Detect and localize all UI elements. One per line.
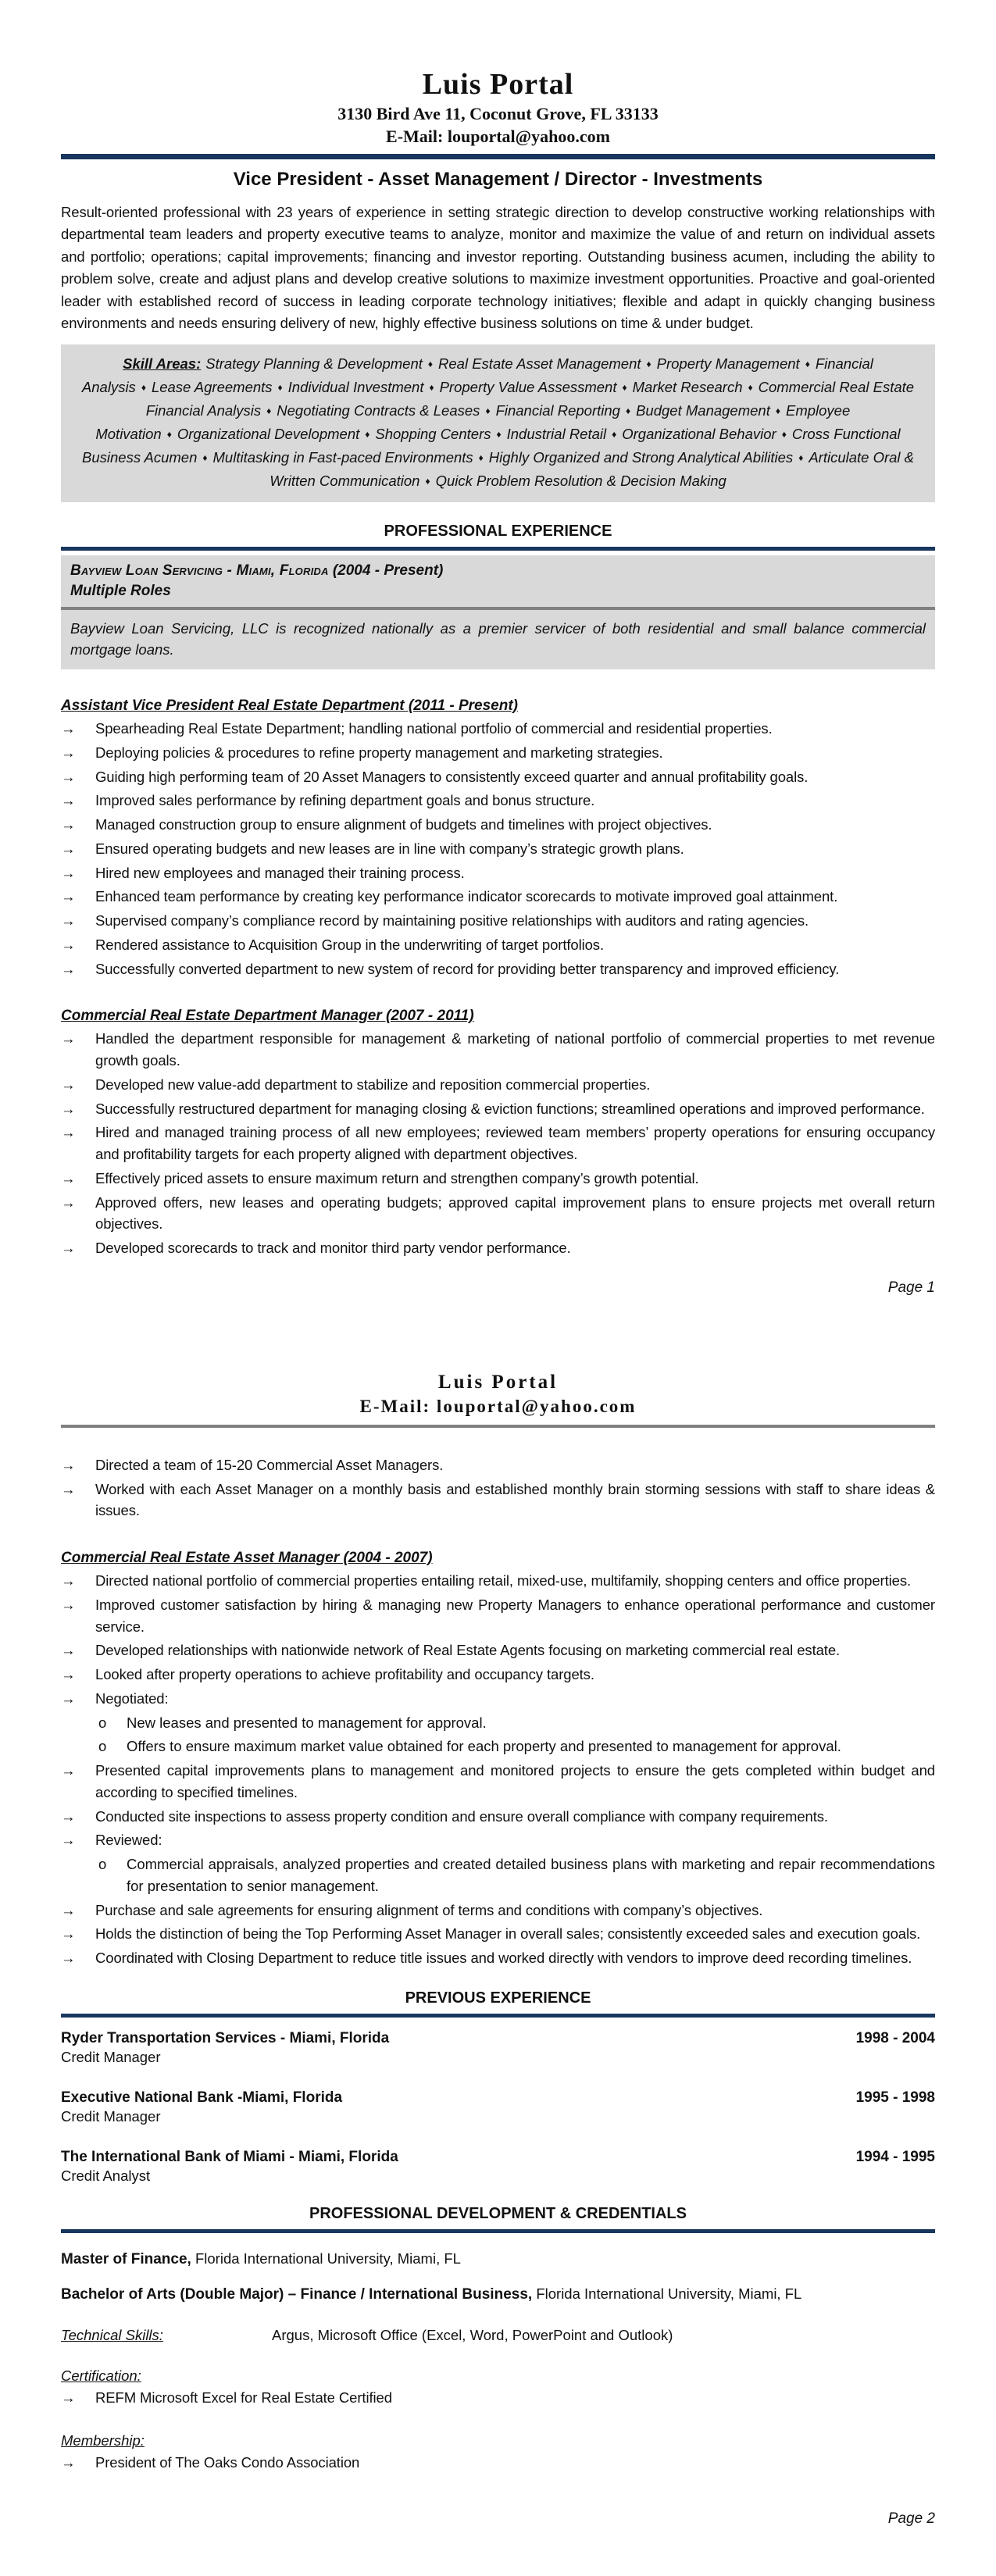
arrow-bullet-marker: → bbox=[61, 840, 76, 857]
arrow-bullet-marker: → bbox=[61, 936, 76, 953]
company-line bbox=[70, 562, 926, 580]
arrow-bullet-marker: → bbox=[61, 864, 76, 881]
arrow-bullet-marker: → bbox=[61, 2389, 76, 2406]
bullet-text: Improved sales performance by refining department goals and bonus structure. bbox=[95, 792, 595, 809]
skill-item-text: Industrial Retail bbox=[506, 425, 607, 442]
skill-item-text: Organizational Behavior bbox=[622, 425, 776, 442]
arrow-bullet-marker: → bbox=[61, 1807, 76, 1825]
arrow-bullet-marker: → bbox=[61, 1689, 76, 1707]
section-heading-previous-experience: PREVIOUS EXPERIENCE bbox=[405, 1989, 591, 2007]
technical-skills-value: Argus, Microsoft Office (Excel, Word, PowerPoint and Outlook) bbox=[272, 2326, 673, 2343]
skill-item-text: Highly Organized and Strong Analytical Abilities bbox=[488, 448, 794, 466]
bullet-item bbox=[61, 1594, 935, 1638]
entry-company: Executive National Bank -Miami, Florida bbox=[61, 2089, 343, 2106]
bullet-item bbox=[61, 862, 935, 884]
skill-item bbox=[636, 402, 786, 419]
bullet-text: Developed new value-add department to stabilize and reposition commercial properties. bbox=[95, 1076, 651, 1093]
skill-item-text: Negotiating Contracts & Leases bbox=[277, 401, 480, 419]
circle-bullet-marker: o bbox=[98, 1714, 107, 1731]
bullet-item bbox=[61, 910, 935, 932]
bullet-group bbox=[61, 1900, 935, 1921]
bullet-text: REFM Microsoft Excel for Real Estate Certified bbox=[95, 2389, 392, 2406]
bullet-list bbox=[61, 1028, 935, 1259]
arrow-bullet-marker: → bbox=[61, 1480, 76, 1497]
arrow-bullet-marker: → bbox=[61, 1124, 76, 1141]
membership-label: Membership: bbox=[61, 2432, 145, 2449]
degrees-list bbox=[61, 2250, 935, 2303]
continuation-bullet-list bbox=[61, 1454, 935, 1522]
bullet-text: Spearheading Real Estate Department; handling national portfolio of commercial and residential properties. bbox=[95, 720, 773, 737]
diamond-separator-icon: ♦ bbox=[429, 381, 434, 393]
bullet-item bbox=[61, 766, 935, 788]
bullet-text: Conducted site inspections to assess property condition and ensure overall compliance with company requirements. bbox=[95, 1807, 828, 1825]
skill-item-text: Property Value Assessment bbox=[439, 378, 617, 395]
section-heading-professional-experience: PROFESSIONAL EXPERIENCE bbox=[384, 522, 612, 540]
degree-school: Florida International University, Miami, FL bbox=[191, 2250, 461, 2267]
certification-list bbox=[61, 2387, 935, 2409]
bullet-text: Purchase and sale agreements for ensuring alignment of terms and conditions with company’s objectives. bbox=[95, 1901, 763, 1918]
arrow-bullet-marker: → bbox=[61, 1925, 76, 1943]
diamond-separator-icon: ♦ bbox=[622, 381, 627, 393]
skill-item-text: Market Research bbox=[632, 378, 743, 395]
sub-bullet-text: New leases and presented to management for approval. bbox=[127, 1714, 487, 1731]
bullet-item bbox=[61, 1923, 935, 1945]
bullet-group bbox=[61, 1664, 935, 1686]
diamond-separator-icon: ♦ bbox=[775, 405, 780, 416]
experience-entry bbox=[61, 2149, 935, 2185]
role-title: Assistant Vice President Real Estate Department (2011 - Present) bbox=[61, 698, 519, 715]
bullet-item bbox=[61, 2452, 935, 2474]
skill-item-text: Strategy Planning & Development bbox=[205, 355, 423, 372]
skill-areas-label: Skill Areas: bbox=[123, 355, 202, 372]
degree-line bbox=[61, 2285, 935, 2303]
bullet-item bbox=[61, 1074, 935, 1096]
diamond-separator-icon: ♦ bbox=[425, 475, 430, 487]
bullet-item bbox=[61, 742, 935, 764]
skill-item bbox=[438, 355, 657, 372]
bullet-item bbox=[61, 718, 935, 740]
bullet-text: Hired new employees and managed their training process. bbox=[95, 864, 465, 881]
arrow-bullet-marker: → bbox=[61, 1240, 76, 1257]
resume-title: Vice President - Asset Management / Director - Investments bbox=[233, 169, 763, 190]
skill-item-text: Property Management bbox=[656, 355, 800, 372]
arrow-bullet-marker: → bbox=[61, 2453, 76, 2471]
sub-bullet-text: Offers to ensure maximum market value obtained for each property and presented to management for approval. bbox=[127, 1738, 841, 1755]
arrow-bullet-marker: → bbox=[61, 816, 76, 833]
bullet-group bbox=[61, 1639, 935, 1661]
arrow-bullet-marker: → bbox=[61, 792, 76, 809]
bullet-item bbox=[61, 2387, 935, 2409]
bullet-text: Worked with each Asset Manager on a monthly basis and established monthly brain storming sessions with staff to share ideas & issues. bbox=[95, 1480, 935, 1519]
bullet-text: Looked after property operations to achieve profitability and occupancy targets. bbox=[95, 1666, 594, 1683]
bullet-text: Managed construction group to ensure alignment of budgets and timelines with project objectives. bbox=[95, 816, 712, 833]
arrow-bullet-marker: → bbox=[61, 960, 76, 977]
skill-item-text: Real Estate Asset Management bbox=[438, 355, 641, 372]
bullet-item bbox=[61, 1168, 935, 1190]
skill-item bbox=[489, 449, 809, 466]
bullet-text: Directed a team of 15-20 Commercial Asset Managers. bbox=[95, 1456, 444, 1473]
sub-bullet-list bbox=[61, 1712, 935, 1758]
diamond-separator-icon: ♦ bbox=[365, 428, 370, 440]
arrow-bullet-marker: → bbox=[61, 1642, 76, 1659]
circle-bullet-marker: o bbox=[98, 1856, 107, 1873]
bullet-group bbox=[61, 1806, 935, 1828]
skill-item-text: Quick Problem Resolution & Decision Making bbox=[435, 472, 726, 489]
bullet-item bbox=[61, 1192, 935, 1236]
role-title: Commercial Real Estate Department Manager (2007 - 2011) bbox=[61, 1008, 474, 1025]
skill-areas-list bbox=[82, 355, 914, 489]
entry-title: Credit Manager bbox=[61, 2048, 161, 2065]
bullet-group bbox=[61, 1829, 935, 1896]
bullet-item bbox=[61, 1639, 935, 1661]
bullet-item bbox=[61, 958, 935, 980]
bullet-group bbox=[61, 1947, 935, 1969]
bullet-item bbox=[61, 1688, 935, 1710]
skill-item bbox=[288, 379, 440, 395]
email-line: E-Mail: louportal@yahoo.com bbox=[386, 127, 610, 146]
skill-item bbox=[440, 379, 633, 395]
bullet-text: Negotiated: bbox=[95, 1689, 169, 1707]
membership-list bbox=[61, 2452, 935, 2474]
sub-bullet-item bbox=[61, 1712, 935, 1734]
bullet-item bbox=[61, 1028, 935, 1072]
bullet-group bbox=[61, 1688, 935, 1757]
diamond-separator-icon: ♦ bbox=[277, 381, 283, 393]
diamond-separator-icon: ♦ bbox=[485, 405, 491, 416]
previous-experience-list bbox=[61, 2030, 935, 2185]
bullet-text: President of The Oaks Condo Association bbox=[95, 2453, 360, 2471]
diamond-separator-icon: ♦ bbox=[748, 381, 753, 393]
bullet-group bbox=[61, 1923, 935, 1945]
bullet-group bbox=[61, 1594, 935, 1638]
diamond-separator-icon: ♦ bbox=[496, 428, 502, 440]
company-description: Bayview Loan Servicing, LLC is recognized nationally as a premier servicer of both residential and small balance commercial mortgage loans. bbox=[70, 619, 926, 658]
diamond-separator-icon: ♦ bbox=[612, 428, 617, 440]
bullet-group bbox=[61, 1570, 935, 1592]
technical-skills-label: Technical Skills: bbox=[61, 2326, 163, 2343]
role-title: Commercial Real Estate Asset Manager (2004 - 2007) bbox=[61, 1550, 433, 1567]
company-divider bbox=[61, 607, 935, 610]
arrow-bullet-marker: → bbox=[61, 1030, 76, 1047]
skill-item-text: Financial Reporting bbox=[495, 401, 620, 419]
company-dates: (2004 - Present) bbox=[328, 562, 444, 579]
candidate-name: Luis Portal bbox=[422, 68, 574, 101]
diamond-separator-icon: ♦ bbox=[625, 405, 631, 416]
diamond-separator-icon: ♦ bbox=[141, 381, 146, 393]
arrow-bullet-marker: → bbox=[61, 1950, 76, 1967]
degree-name: Bachelor of Arts (Double Major) – Finance / International Business, bbox=[61, 2285, 533, 2303]
skill-item bbox=[213, 449, 489, 466]
degree-school: Florida International University, Miami, FL bbox=[532, 2285, 802, 2302]
section-rule bbox=[61, 547, 935, 551]
bullet-item bbox=[61, 838, 935, 860]
bullet-item bbox=[61, 1237, 935, 1259]
bullet-item bbox=[61, 1806, 935, 1828]
bullet-text: Guiding high performing team of 20 Asset Managers to consistently exceed quarter and annual profitability goals. bbox=[95, 768, 809, 785]
bullet-text: Successfully converted department to new system of record for providing better transparency and improved efficiency. bbox=[95, 960, 840, 977]
skill-item bbox=[507, 426, 623, 442]
bullet-text: Holds the distinction of being the Top Performing Asset Manager in overall sales; consistently exceeded sales and execution goals. bbox=[95, 1925, 921, 1943]
arrow-bullet-marker: → bbox=[61, 1456, 76, 1473]
diamond-separator-icon: ♦ bbox=[166, 428, 172, 440]
bullet-item bbox=[61, 1570, 935, 1592]
arrow-bullet-marker: → bbox=[61, 1596, 76, 1613]
summary-paragraph: Result-oriented professional with 23 years of experience in setting strategic direction to develop constructive working relationships with departmental team leaders and property executive teams to analyze, monitor and maximize the value of and return on individual assets and portfolio; operations; capital improvements; financing and investor reporting. Outstanding business acumen, including the ability to problem solve, create and adjust plans and develop creative solutions to maximize investment opportunities. Proactive and goal-oriented leader with established record of success in leading corporate technology initiatives; flexible and adapt in quickly changing business environments and needs ensuring delivery of new, highly effective business solutions on time & under budget. bbox=[61, 204, 935, 332]
bullet-text: Ensured operating budgets and new leases are in line with company’s strategic growth plans. bbox=[95, 840, 684, 857]
bullet-item bbox=[61, 790, 935, 812]
skill-item-text: Financial Analysis bbox=[81, 355, 873, 395]
bullet-text: Improved customer satisfaction by hiring & managing new Property Managers to enhance operational performance and customer service. bbox=[95, 1596, 935, 1635]
entry-title: Credit Analyst bbox=[61, 2167, 151, 2184]
skill-item-text: Multitasking in Fast-paced Environments bbox=[212, 448, 473, 466]
skill-item-text: Cross Functional Business Acumen bbox=[82, 425, 901, 466]
sub-bullet-item bbox=[61, 1854, 935, 1897]
bullet-item bbox=[61, 1760, 935, 1804]
entry-company: Ryder Transportation Services - Miami, Florida bbox=[61, 2029, 390, 2046]
skill-item bbox=[152, 379, 288, 395]
arrow-bullet-marker: → bbox=[61, 744, 76, 761]
arrow-bullet-marker: → bbox=[61, 1666, 76, 1683]
bullet-text: Approved offers, new leases and operating budgets; approved capital improvement plans to ensure projects met overall return objectives. bbox=[95, 1193, 935, 1233]
diamond-separator-icon: ♦ bbox=[781, 428, 787, 440]
diamond-separator-icon: ♦ bbox=[478, 451, 484, 463]
company-name: Bayview Loan Servicing - Miami, Florida bbox=[70, 562, 329, 579]
entry-company: The International Bank of Miami - Miami, Florida bbox=[61, 2148, 398, 2165]
section-rule bbox=[61, 2014, 935, 2018]
skill-item bbox=[205, 355, 438, 372]
skill-item-text: Organizational Development bbox=[177, 425, 360, 442]
bullet-item bbox=[61, 1098, 935, 1120]
arrow-bullet-marker: → bbox=[61, 720, 76, 737]
role-section bbox=[61, 698, 935, 979]
circle-bullet-marker: o bbox=[98, 1738, 107, 1755]
arrow-bullet-marker: → bbox=[61, 1076, 76, 1093]
bullet-list bbox=[61, 1570, 935, 1969]
skill-item-text: Individual Investment bbox=[287, 378, 424, 395]
experience-entry bbox=[61, 2030, 935, 2066]
skill-item bbox=[375, 426, 506, 442]
bullet-item bbox=[61, 1829, 935, 1851]
bullet-item bbox=[61, 814, 935, 836]
page2-header-rule bbox=[61, 1425, 935, 1428]
bullet-text: Reviewed: bbox=[95, 1832, 162, 1849]
degree-name: Master of Finance, bbox=[61, 2250, 191, 2267]
degree-line bbox=[61, 2250, 935, 2268]
header-rule bbox=[61, 154, 935, 159]
address-line: 3130 Bird Ave 11, Coconut Grove, FL 33133 bbox=[337, 104, 659, 123]
sub-bullet-item bbox=[61, 1736, 935, 1757]
bullet-item bbox=[61, 1454, 935, 1476]
technical-skills-line bbox=[61, 2327, 935, 2344]
arrow-bullet-marker: → bbox=[61, 888, 76, 905]
skill-areas-box bbox=[61, 344, 935, 502]
diamond-separator-icon: ♦ bbox=[798, 451, 804, 463]
diamond-separator-icon: ♦ bbox=[266, 405, 272, 416]
bullet-text: Deploying policies & procedures to refine property management and marketing strategies. bbox=[95, 744, 663, 761]
entry-dates: 1995 - 1998 bbox=[855, 2089, 935, 2106]
diamond-separator-icon: ♦ bbox=[427, 358, 434, 369]
bullet-text: Developed relationships with nationwide network of Real Estate Agents focusing on marketing commercial real estate. bbox=[95, 1642, 841, 1659]
bullet-item bbox=[61, 1122, 935, 1165]
experience-entry bbox=[61, 2089, 935, 2125]
skill-item bbox=[657, 355, 816, 372]
certification-label: Certification: bbox=[61, 2367, 141, 2384]
arrow-bullet-marker: → bbox=[61, 912, 76, 929]
arrow-bullet-marker: → bbox=[61, 1572, 76, 1589]
bullet-list bbox=[61, 718, 935, 979]
page2-footer: Page 2 bbox=[887, 2510, 935, 2528]
skill-item-text: Commercial Real Estate Financial Analysis bbox=[145, 378, 915, 419]
company-box bbox=[61, 555, 935, 670]
bullet-text: Enhanced team performance by creating key performance indicator scorecards to motivate improved goal attainment. bbox=[95, 888, 838, 905]
entry-dates: 1994 - 1995 bbox=[855, 2148, 935, 2165]
arrow-bullet-marker: → bbox=[61, 1169, 76, 1186]
bullet-text: Successfully restructured department for managing closing & eviction functions; streamlined operations and improved performance. bbox=[95, 1100, 925, 1117]
page2-header bbox=[61, 1372, 935, 1417]
skill-item-text: Lease Agreements bbox=[151, 378, 273, 395]
arrow-bullet-marker: → bbox=[61, 1832, 76, 1849]
skill-item bbox=[277, 402, 495, 419]
arrow-bullet-marker: → bbox=[61, 1901, 76, 1918]
section-rule bbox=[61, 2229, 935, 2233]
skill-item bbox=[496, 402, 637, 419]
arrow-bullet-marker: → bbox=[61, 768, 76, 785]
page2-email-line: E-Mail: louportal@yahoo.com bbox=[359, 1396, 637, 1416]
bullet-group bbox=[61, 1760, 935, 1804]
bullet-text: Rendered assistance to Acquisition Group in the underwriting of target portfolios. bbox=[95, 936, 604, 953]
roles-list bbox=[61, 698, 935, 1259]
skill-item-text: Employee Motivation bbox=[95, 401, 851, 442]
skill-item bbox=[436, 473, 726, 489]
skill-item-text: Articulate Oral & Written Communication bbox=[270, 448, 914, 489]
arrow-bullet-marker: → bbox=[61, 1100, 76, 1117]
bullet-text: Coordinated with Closing Department to reduce title issues and worked directly with vendors to improve deed recording timelines. bbox=[95, 1950, 912, 1967]
bullet-item bbox=[61, 934, 935, 956]
role-section bbox=[61, 1008, 935, 1259]
bullet-item bbox=[61, 1479, 935, 1522]
bullet-text: Supervised company’s compliance record by maintaining positive relationships with auditors and rating agencies. bbox=[95, 912, 809, 929]
bullet-item bbox=[61, 886, 935, 908]
bullet-text: Effectively priced assets to ensure maximum return and strengthen company’s growth potential. bbox=[95, 1169, 699, 1186]
page1-header bbox=[61, 67, 935, 147]
skill-item bbox=[622, 426, 792, 442]
sub-bullet-text: Commercial appraisals, analyzed properties and created detailed business plans with marketing and repair recommendations for presentation to senior management. bbox=[127, 1856, 935, 1894]
bullet-text: Presented capital improvements plans to management and monitored projects to ensure the gets completed within budget and according to specified timelines. bbox=[95, 1762, 935, 1800]
bullet-text: Developed scorecards to track and monitor third party vendor performance. bbox=[95, 1240, 571, 1257]
bullet-item bbox=[61, 1900, 935, 1921]
bullet-item bbox=[61, 1947, 935, 1969]
skill-item-text: Budget Management bbox=[636, 401, 770, 419]
page2-candidate-name: Luis Portal bbox=[437, 1371, 559, 1393]
entry-dates: 1998 - 2004 bbox=[855, 2029, 935, 2046]
bullet-item bbox=[61, 1664, 935, 1686]
page1-footer: Page 1 bbox=[887, 1279, 935, 1296]
bullet-text: Handled the department responsible for management & marketing of national portfolio of commercial properties to met revenue growth goals. bbox=[95, 1030, 935, 1069]
diamond-separator-icon: ♦ bbox=[202, 451, 208, 463]
diamond-separator-icon: ♦ bbox=[805, 358, 810, 369]
sub-bullet-list bbox=[61, 1854, 935, 1897]
skill-item bbox=[177, 426, 376, 442]
entry-title: Credit Manager bbox=[61, 2107, 161, 2125]
skill-item-text: Shopping Centers bbox=[375, 425, 491, 442]
company-roles-label: Multiple Roles bbox=[70, 582, 171, 599]
arrow-bullet-marker: → bbox=[61, 1762, 76, 1779]
bullet-text: Directed national portfolio of commercial properties entailing retail, mixed-use, multifamily, shopping centers and office properties. bbox=[95, 1572, 912, 1589]
diamond-separator-icon: ♦ bbox=[646, 358, 652, 369]
section-heading-credentials: PROFESSIONAL DEVELOPMENT & CREDENTIALS bbox=[309, 2204, 687, 2222]
skill-item bbox=[633, 379, 759, 395]
arrow-bullet-marker: → bbox=[61, 1193, 76, 1211]
bullet-text: Hired and managed training process of all new employees; reviewed team members’ property operations for ensuring occupancy and profitability targets for each property aligned with department objectives. bbox=[95, 1124, 935, 1163]
